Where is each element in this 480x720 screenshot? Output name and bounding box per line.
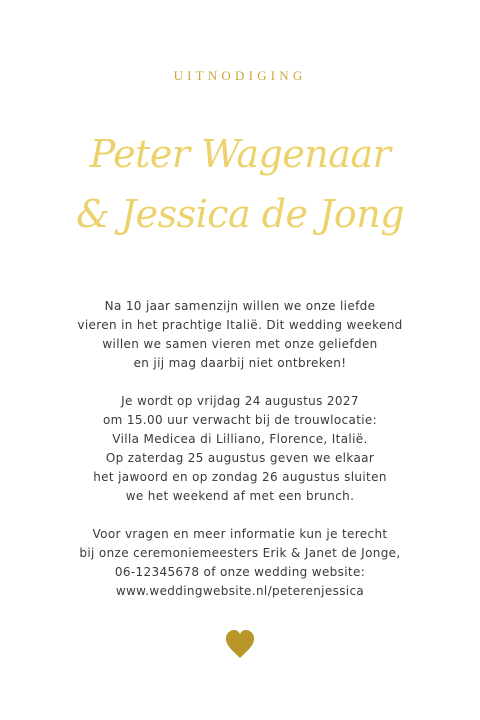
- details-paragraph: [0, 392, 480, 506]
- contact-paragraph: [0, 525, 480, 601]
- body-line: Voor vragen en meer informatie kun je terecht: [92, 527, 388, 541]
- invitation-body: [0, 297, 480, 620]
- groom-name: Peter Wagenaar: [89, 132, 391, 176]
- body-line: het jawoord en op zondag 26 augustus sluiten: [93, 470, 387, 484]
- body-line: we het weekend af met een brunch.: [125, 489, 355, 503]
- intro-paragraph: [0, 297, 480, 373]
- body-line: Villa Medicea di Lilliano, Florence, Italië.: [112, 432, 368, 446]
- body-line: willen we samen vieren met onze geliefden: [102, 337, 378, 351]
- body-line: vieren in het prachtige Italië. Dit wedding weekend: [77, 318, 403, 332]
- bride-name: & Jessica de Jong: [75, 192, 405, 236]
- body-line: Je wordt op vrijdag 24 augustus 2027: [121, 394, 359, 408]
- body-line: Op zaterdag 25 augustus geven we elkaar: [105, 451, 375, 465]
- website-text: www.weddingwebsite.nl/peterenjessica: [115, 584, 365, 598]
- invitation-heading: UITNODIGING: [173, 68, 307, 83]
- body-line: bij onze ceremoniemeesters Erik & Janet de Jonge,: [79, 546, 401, 560]
- body-line: 06-12345678 of onze wedding website:: [114, 565, 366, 579]
- heart-icon: [224, 628, 256, 660]
- body-line: om 15.00 uur verwacht bij de trouwlocatie:: [102, 413, 378, 427]
- body-line: Na 10 jaar samenzijn willen we onze liefde: [104, 299, 376, 313]
- body-line: en jij mag daarbij niet ontbreken!: [133, 356, 347, 370]
